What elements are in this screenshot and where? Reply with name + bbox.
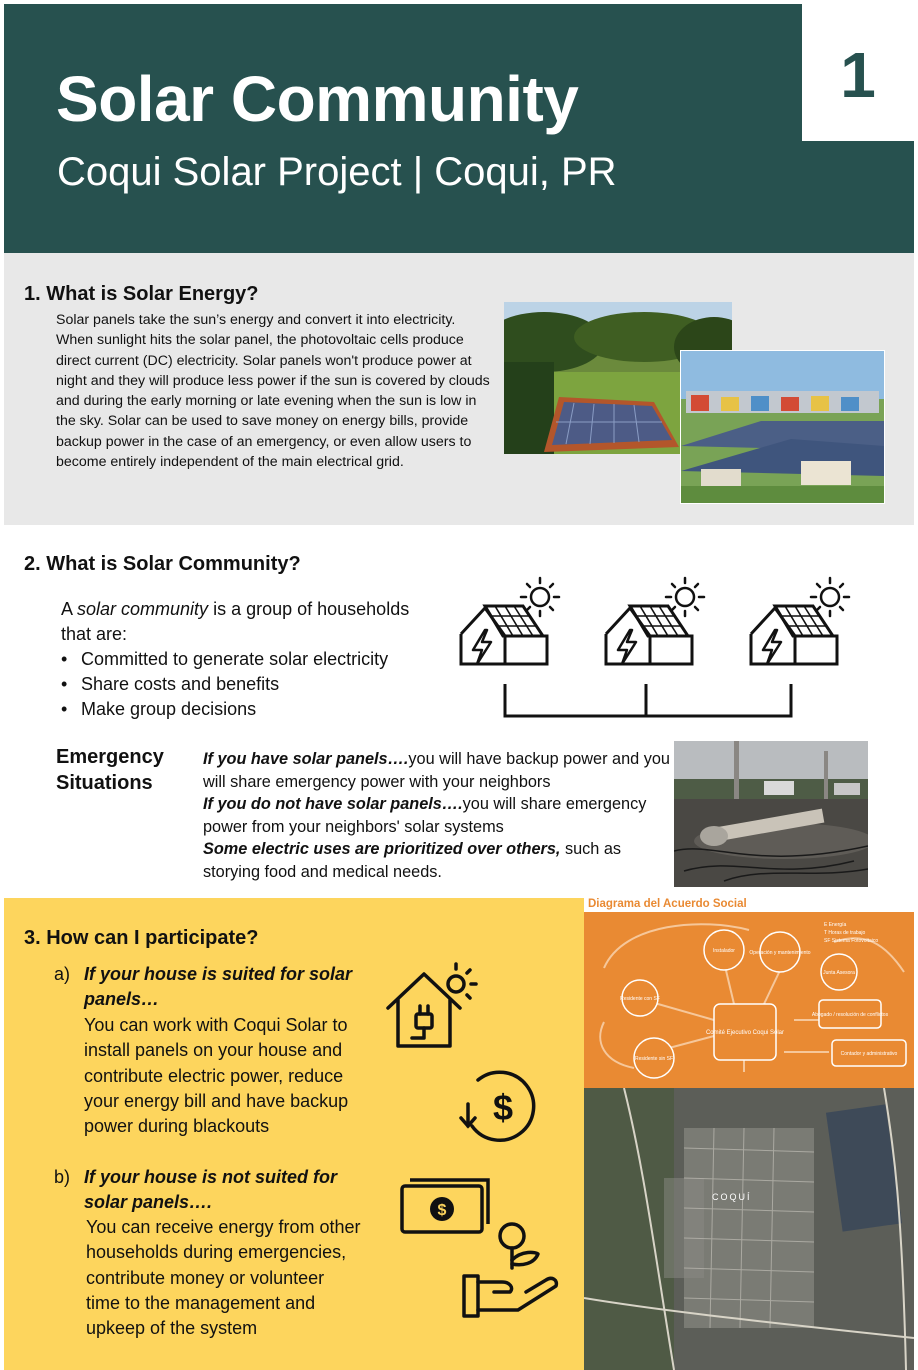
intro-prefix: A	[61, 599, 78, 619]
diagram-label: Comité Ejecutivo Coqui Solar	[705, 1030, 785, 1036]
option-b-body	[86, 1215, 361, 1341]
storm-damage-photo	[674, 741, 868, 887]
option-a-title-line1: If your house is suited for solar	[84, 964, 353, 984]
emergency-label-line2: Situations	[56, 772, 153, 794]
emergency-case1-title: If you have solar panels….	[203, 750, 409, 768]
social-agreement-diagram	[584, 898, 914, 1088]
diagram-label: Instalador	[713, 948, 735, 954]
option-b-line: You can receive energy from other	[86, 1217, 361, 1237]
diagram-panel	[584, 912, 914, 1088]
list-item: • Committed to generate solar electricity	[61, 647, 388, 672]
diagram-title: Diagrama del Acuerdo Social	[588, 898, 747, 910]
section2-heading: 2. What is Solar Community?	[24, 553, 301, 575]
solar-houses-diagram	[455, 572, 855, 722]
section1-heading: 1. What is Solar Energy?	[24, 283, 259, 305]
diagram-graphic	[584, 912, 914, 1088]
svg-text:$: $	[492, 1087, 514, 1128]
list-item: • Make group decisions	[61, 697, 388, 722]
option-b-line: upkeep of the system	[86, 1318, 258, 1339]
emergency-label-line1: Emergency	[56, 746, 164, 768]
page-subtitle: Coqui Solar Project | Coqui, PR	[57, 150, 617, 194]
emergency-case1-text: you will have backup power and you will share emergency power with your neighbors	[203, 750, 670, 791]
section1-body: Solar panels take the sun’s energy and convert it into electricity. When sunlight hits the solar panel, the photovoltaic cells produce direct current (DC) electricity. Solar panels won't produce power at night and they will produce less power if the sun is covered by clouds and during the early morning or late evening when the sun is low in the sky. Solar can be used to save money on energy bills, provide backup power in the case of an emergency, or even allow users to become entirely independent of the main electrical grid.	[56, 312, 490, 471]
map-place-label: COQUÍ	[712, 1192, 752, 1202]
option-a-line: your energy bill and have backup	[84, 1090, 349, 1111]
diagram-legend-item: E Energía	[824, 922, 847, 928]
emergency-case3-title: Some electric uses are prioritized over others,	[203, 840, 561, 859]
option-b-title-line1: If your house is not suited for	[84, 1167, 338, 1187]
diagram-label: Residente con SF	[620, 996, 660, 1002]
solar-house-icon	[461, 578, 559, 664]
diagram-label: Residente sin SF	[634, 1056, 674, 1062]
list-item: • Share costs and benefits	[61, 672, 388, 697]
intro-suffix: is a group of households that are:	[61, 599, 410, 644]
savings-dollar-icon	[458, 1068, 544, 1148]
emergency-case2-title: If you do not have solar panels….	[203, 795, 463, 814]
option-b-title-line2: solar panels….	[84, 1192, 213, 1212]
intro-emphasis: solar community	[77, 599, 209, 619]
option-a-line: You can work with Coqui Solar to	[84, 1015, 348, 1035]
diagram-label: Operación y mantenimiento	[749, 950, 811, 956]
option-b-marker: b)	[54, 1167, 71, 1187]
emergency-case3-text: such as storying food and medical needs.	[203, 840, 622, 881]
section2-intro	[61, 597, 441, 647]
diagram-legend-item: T Horas de trabajo	[824, 930, 866, 936]
aerial-map	[584, 1088, 914, 1370]
option-b-line: contribute money or volunteer	[86, 1267, 325, 1288]
option-a-line: power during blackouts	[84, 1116, 270, 1137]
svg-text:$: $	[437, 1202, 447, 1219]
page-title: Solar Community	[56, 63, 579, 135]
option-a-line: install panels on your house and	[84, 1040, 343, 1061]
option-a-marker: a)	[54, 964, 71, 984]
emergency-case2-text: you will share emergency power from your neighbors' solar systems	[203, 795, 647, 836]
solar-house-icon	[751, 578, 849, 664]
option-a-line: contribute electric power, reduce	[84, 1065, 344, 1086]
page-number-box	[802, 4, 914, 141]
emergency-text	[203, 748, 673, 884]
diagram-label: Junta Asesora	[823, 970, 855, 976]
section3-heading: 3. How can I participate?	[24, 927, 259, 949]
diagram-legend-item: SF Sistema Fotovoltaico	[824, 938, 879, 944]
helping-hand-plant-icon	[460, 1220, 564, 1324]
community-traits-list	[61, 647, 388, 722]
page-number: 1	[840, 39, 876, 111]
option-a-title-line2: panels…	[84, 989, 160, 1009]
solar-house-plug-icon	[384, 960, 484, 1056]
solar-house-icon	[606, 578, 704, 664]
diagram-label: Abogado / resolución de conflictos	[811, 1012, 889, 1018]
option-a-body	[84, 1013, 348, 1139]
connection-bracket	[505, 684, 791, 716]
option-b-line: households during emergencies,	[86, 1242, 347, 1263]
aerial-map-graphic	[584, 1088, 914, 1370]
diagram-label: Contador y administrativo	[840, 1051, 898, 1057]
option-b-line: time to the management and	[86, 1292, 316, 1313]
solar-neighborhood-photo	[680, 350, 885, 504]
emergency-label	[56, 744, 164, 796]
